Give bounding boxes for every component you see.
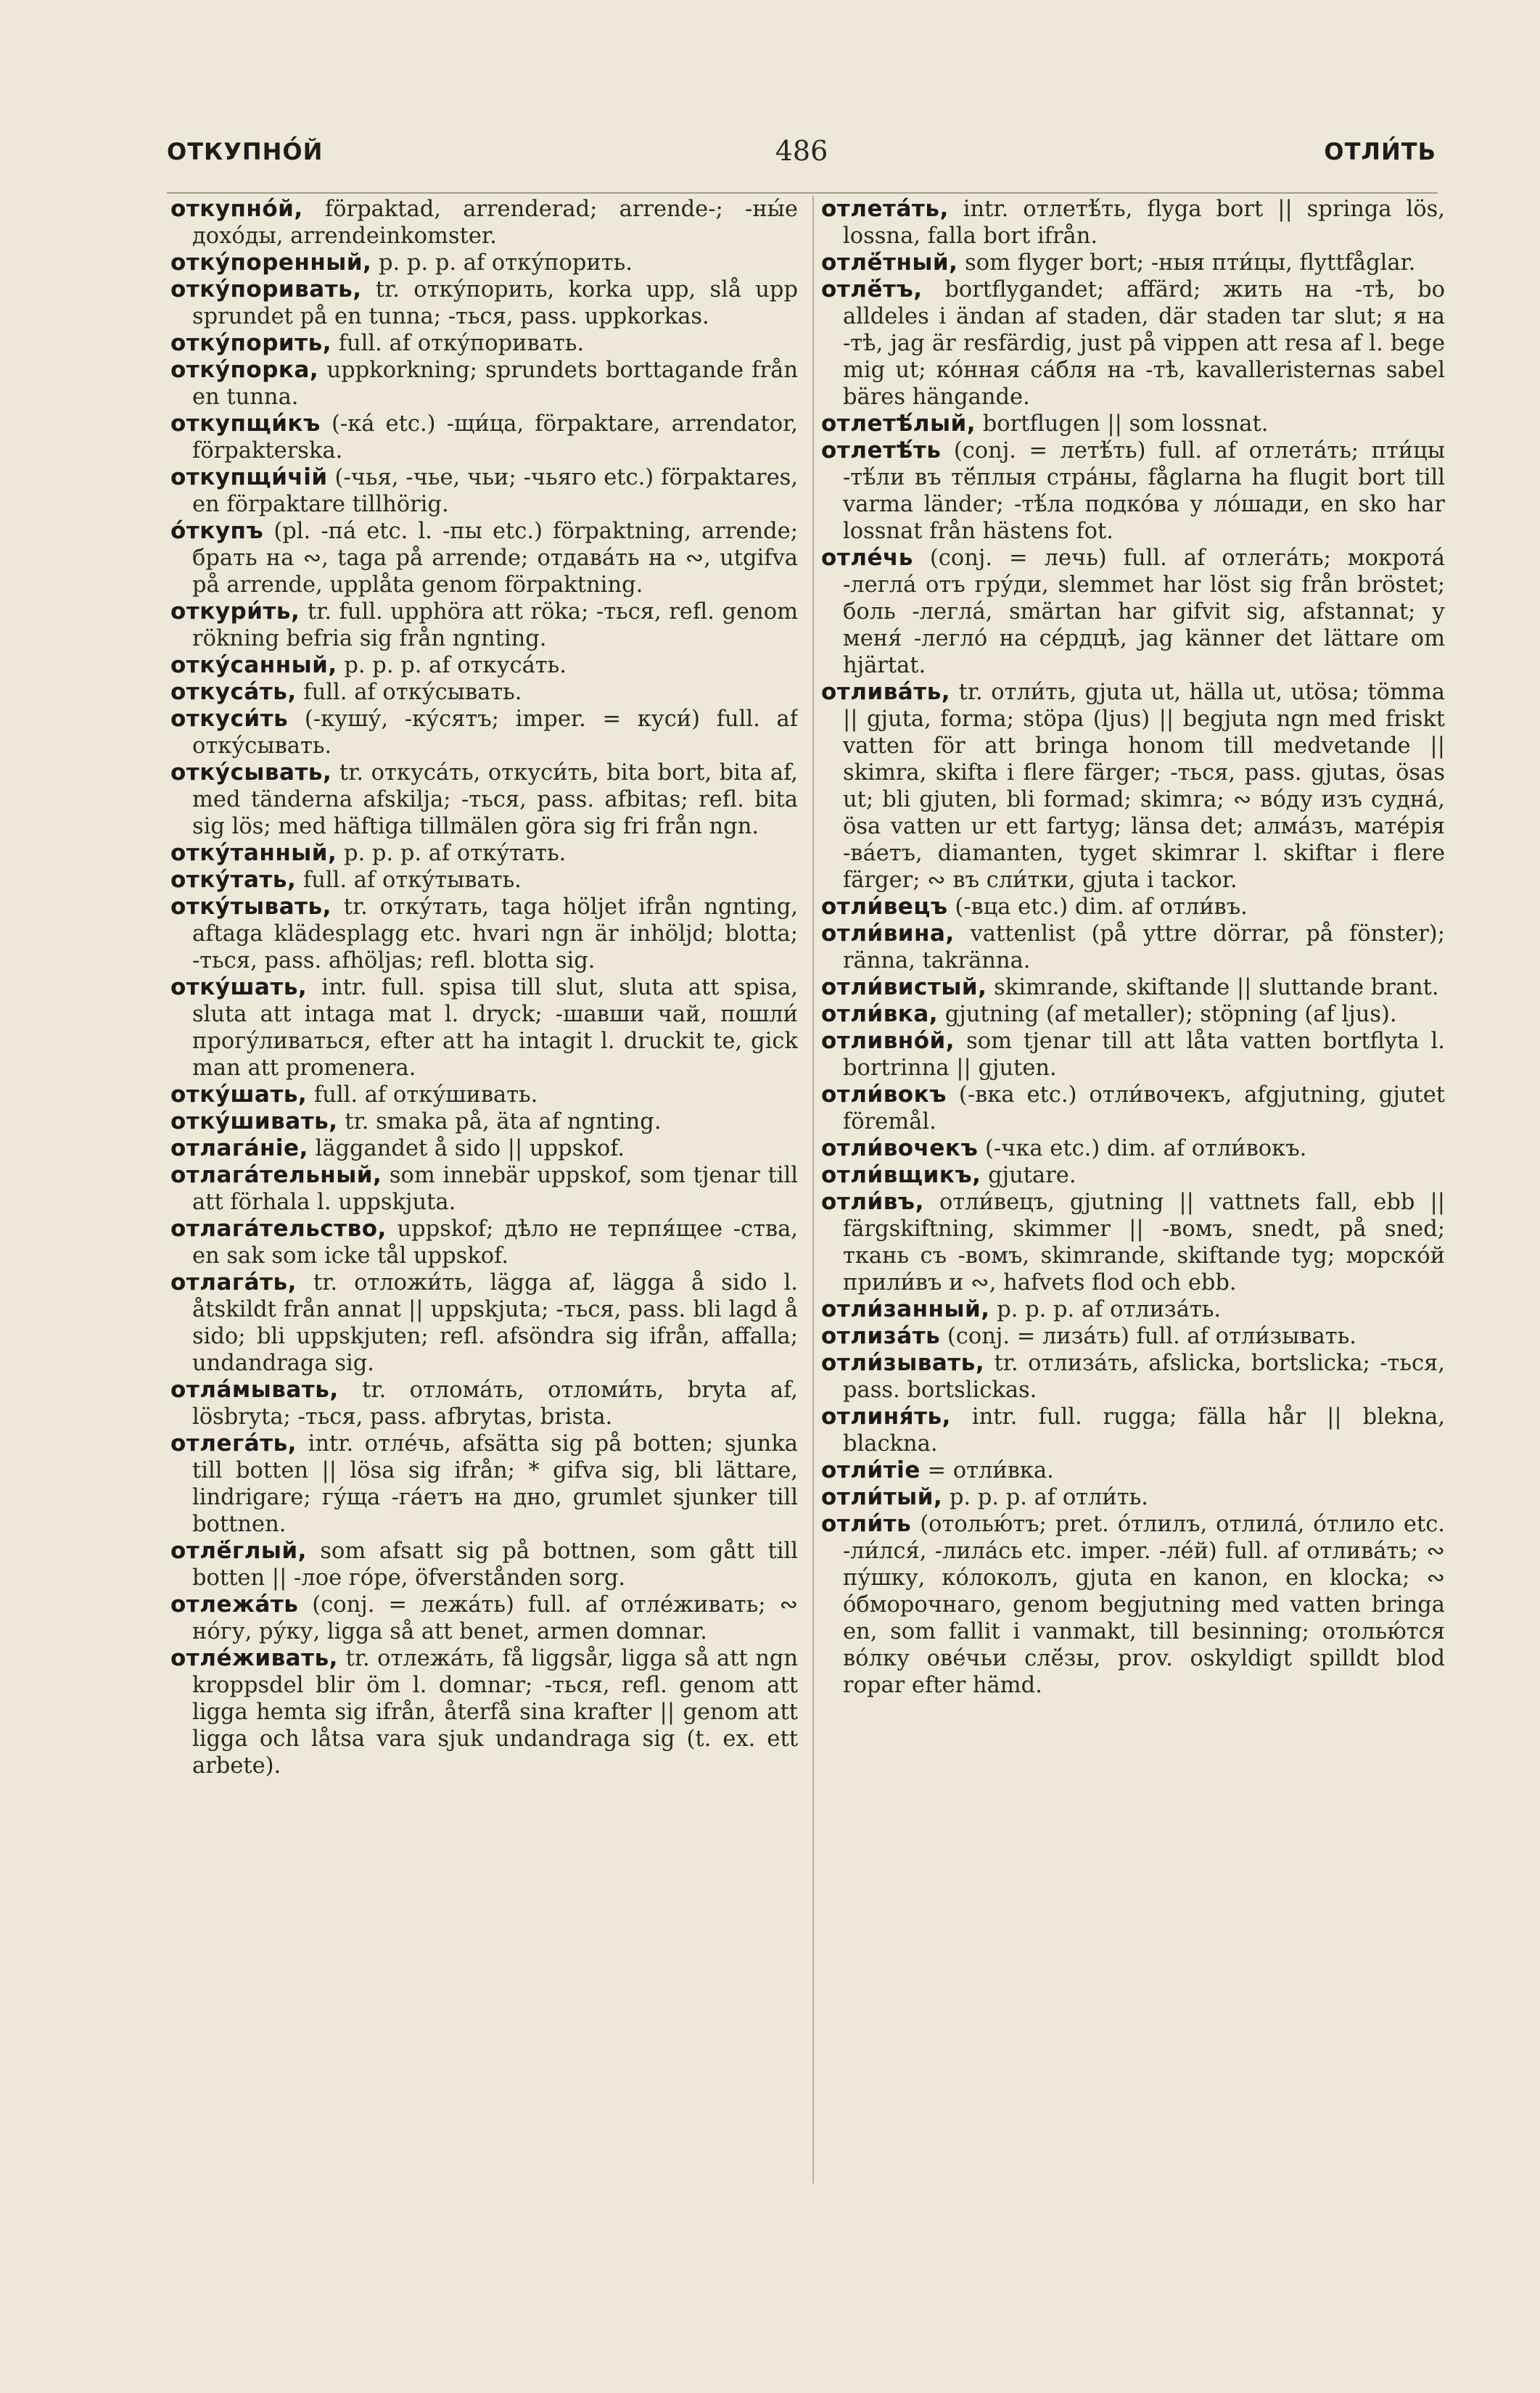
dictionary-entry [821,411,1445,437]
entry-definition: (отолью́тъ; pret. о́тлилъ, отлила́, о́тлило etc. -ли́лся́, -лила́сь etc. imper. -ле́й) full. af отлива́ть; ∾ пу́шку, ко́локолъ, gjuta en kanon, en klocka; ∾ о́бморочнаго, genom begjutning med vatten bringa en, som fallit i vanmakt, till besinning; отолью́тся во́лку ове́чьи слё́зы, prov. oskyldigt spilldt blod ropar efter hämd. [843,1512,1445,1698]
dictionary-entry [170,974,798,1082]
entry-headword: отлега́ть, [170,1430,297,1457]
entry-definition: tr. smaka på, äta af ngnting. [345,1109,662,1134]
dictionary-entry [821,974,1445,1001]
entry-headword: отку́порить, [170,330,332,356]
column-divider [812,196,814,2183]
dictionary-entry [170,759,798,840]
entry-headword: отлё́тный, [821,250,958,276]
dictionary-entry [170,330,798,357]
dictionary-entry [821,1162,1445,1189]
dictionary-entry [170,518,798,598]
entry-definition: tr. отку́тать, taga höljet ifrån ngnting, aftaga klädesplagg etc. hvari ngn är inhöljd; blotta; -ться, pass. afhöljas; refl. blotta sig. [192,894,798,973]
dictionary-entry [170,464,798,518]
dictionary-entry [170,652,798,679]
dictionary-entry [821,1457,1445,1484]
entry-headword: отку́шать, [170,1082,308,1108]
entry-definition: (-чка etc.) dim. af отли́вокъ. [984,1136,1307,1161]
header-last-word: ОТЛИ́ТЬ [1324,138,1436,165]
entry-headword: отливно́й, [821,1028,955,1054]
entry-definition: (-вка etc.) отли́вочекъ, afgjutning, gjutet föremål. [843,1082,1445,1134]
left-column [170,196,798,2191]
entry-headword: отку́поренный, [170,250,372,276]
entry-definition: gjutning (af metaller); stöpning (af ljus). [944,1002,1397,1027]
entry-definition: bortflygandet; affärd; жить на -тѣ, bo alldeles i ändan af staden, där staden tar slut; я на -тѣ, jag är resfärdig, just på vippen att resa af l. bege mig ut; ко́нная са́бля на -тѣ, kavalleristernas sabel bäres hängande. [843,277,1445,410]
running-head [167,135,1436,170]
dictionary-entry [821,437,1445,545]
entry-definition: full. af отку́поривать. [338,331,585,356]
entry-headword: откупщи́чій [170,464,328,490]
entry-definition: läggandet å sido || uppskof. [315,1136,625,1161]
entry-headword: отлага́ніе, [170,1135,308,1161]
entry-headword: отлага́ть, [170,1269,297,1296]
dictionary-entry [821,920,1445,974]
dictionary-entry [821,679,1445,894]
entry-headword: отли́ть [821,1511,912,1537]
entry-definition: tr. отлома́ть, отломи́ть, bryta af, lösbryta; -ться, pass. afbrytas, brista. [192,1377,798,1430]
dictionary-entry [170,196,798,250]
dictionary-entry [170,1082,798,1108]
entry-definition: (-вца etc.) dim. af отли́въ. [955,894,1248,920]
dictionary-entry [170,1645,798,1779]
entry-definition: (-кушу́, -ку́сятъ; imper. = куси́) full. af отку́сывать. [192,707,798,759]
entry-headword: отлета́ть, [821,196,949,222]
dictionary-entry [170,840,798,867]
entry-definition: tr. отлежа́ть, få liggsår, ligga så att ngn kroppsdel blir öm l. domnar; -ться, refl. genom att ligga hemta sig ifrån, återfå sina krafter || genom att ligga och låtsa vara sjuk undandraga sig (t. ex. ett arbete). [192,1646,798,1779]
dictionary-entry [821,1484,1445,1511]
dictionary-entry [821,250,1445,276]
entry-definition: som tjenar till att låta vatten bortflyta l. bortrinna || gjuten. [843,1029,1445,1081]
entry-headword: отли́вецъ [821,894,948,920]
dictionary-entry [170,1269,798,1377]
entry-headword: отли́вщикъ, [821,1162,981,1188]
dictionary-entry [170,1108,798,1135]
dictionary-entry [170,1162,798,1216]
entry-headword: отку́шать, [170,974,308,1000]
entry-definition: p. p. p. af отли́ть. [949,1485,1148,1510]
entry-definition: full. af отку́тывать. [302,868,522,893]
entry-definition: (conj. = лечь) full. af отлега́ть; мокрота́ -легла́ отъ гру́ди, slemmet har löst sig från bröstet; боль -легла́, smärtan har gifvit sig, afstannat; у меня́ -легло́ на се́рдцѣ, jag känner det lättare om hjärtat. [843,545,1445,678]
dictionary-entry [170,1538,798,1591]
entry-headword: отли́вокъ [821,1082,947,1108]
entry-headword: отку́поривать, [170,276,362,302]
entry-definition: full. af отку́сывать. [303,680,522,705]
entry-definition: som innebär uppskof, som tjenar till att förhala l. uppskjuta. [192,1163,798,1215]
dictionary-entry [821,1511,1445,1699]
entry-definition: tr. откуса́ть, откуси́ть, bita bort, bita af, med tänderna afskilja; -ться, pass. afbitas; refl. bita sig lös; med häftiga tillmälen göra sig fri från ngn. [192,760,798,839]
entry-definition: skimrande, skiftande || sluttande brant. [994,975,1439,1000]
dictionary-entry [821,1323,1445,1350]
entry-headword: отлежа́ть [170,1591,299,1618]
entry-headword: отлиня́ть, [821,1404,951,1430]
entry-headword: о́ткупъ [170,518,264,544]
entry-headword: отли́тый, [821,1484,943,1510]
dictionary-entry [170,411,798,464]
entry-headword: отли́вочекъ [821,1135,979,1161]
entry-definition: отли́вецъ, gjutning || vattnets fall, ebb || färgskiftning, skimmer || -вомъ, snedt, på sned; ткань съ -вомъ, skimrande, skiftande tyg; морско́й прили́въ и ∾, hafvets flod och ebb. [843,1190,1445,1296]
entry-headword: откуси́ть [170,706,289,732]
entry-headword: отку́тать, [170,867,297,893]
entry-headword: откури́ть, [170,598,300,625]
entry-headword: отлага́тельство, [170,1216,387,1242]
dictionary-entry [821,276,1445,411]
dictionary-entry [170,706,798,759]
entry-headword: откуса́ть, [170,679,297,705]
right-column [821,196,1445,2191]
entry-headword: откупно́й, [170,196,303,222]
entry-headword: отку́шивать, [170,1108,338,1134]
dictionary-entry [170,357,798,411]
entry-headword: отлё́тъ, [821,276,923,302]
dictionary-entry [821,1350,1445,1404]
entry-headword: отле́живать, [170,1645,338,1671]
entry-headword: откупщи́къ [170,411,321,437]
entry-definition: intr. отле́чь, afsätta sig på botten; sjunka till botten || lösa sig ifrån; * gifva sig, bli lättare, lindrigare; гу́ща -га́етъ на дно, grumlet sjunker till bottnen. [192,1431,798,1537]
dictionary-entry [170,894,798,974]
entry-headword: отла́мывать, [170,1377,339,1403]
dictionary-entry [821,1296,1445,1323]
entry-definition: p. p. p. af отку́порить. [379,250,633,276]
dictionary-entry [821,1082,1445,1135]
entry-headword: отли́занный, [821,1296,990,1322]
entry-definition: intr. отлетѣ́ть, flyga bort || springa lös, lossna, falla bort ifrån. [843,197,1445,249]
entry-definition: tr. отли́ть, gjuta ut, hälla ut, utösa; tömma || gjuta, forma; stöpa (ljus) || begjuta ngn med friskt vatten för att bringa honom till medvetande || skimra, skifta i flere färger; -ться, pass. gjutas, ösas ut; bli gjuten, bli formad; skimra; ∾ во́ду изъ судна́, ösa vatten ur ett fartyg; länsa det; алма́зъ, мате́рія -ва́етъ, diamanten, tyget skimrar l. skiftar i flere färger; ∾ въ сли́тки, gjuta i tackor. [843,680,1445,893]
entry-definition: bortflugen || som lossnat. [982,411,1269,437]
header-rule [167,192,1438,194]
entry-headword: отку́сывать, [170,759,332,786]
entry-headword: отлетѣ́лый, [821,411,976,437]
dictionary-entry [170,250,798,276]
entry-definition: (-ка́ etc.) -щи́ца, förpaktare, arrendator, förpakterska. [192,411,798,464]
entry-definition: p. p. p. af отку́тать. [343,841,567,866]
entry-definition: (conj. = лежа́ть) full. af отле́живать; ∾ но́гу, ру́ку, ligga så att benet, armen domnar. [192,1592,798,1644]
dictionary-entry [821,1135,1445,1162]
dictionary-entry [821,1001,1445,1028]
entry-headword: отлага́тельный, [170,1162,382,1188]
entry-headword: отлива́ть, [821,679,951,705]
dictionary-entry [170,1216,798,1269]
entry-definition: tr. отлиза́ть, afslicka, bortslicka; -ться, pass. bortslickas. [843,1351,1445,1403]
entry-definition: uppskof; дѣло не терпя́щее -ства, en sak som icke tål uppskof. [192,1216,798,1269]
entry-definition: intr. full. spisa till slut, sluta att spisa, sluta att intaga mat l. dryck; -шавши чай, пошли́ прогу́ливаться, efter att ha intagit l. druckit te, gick man att promenera. [192,975,798,1081]
dictionary-entry [170,1591,798,1645]
entry-headword: отли́вка, [821,1001,939,1027]
entry-headword: отку́порка, [170,357,319,383]
entry-definition: som flyger bort; -ныя пти́цы, flyttfåglar. [965,250,1416,276]
dictionary-entry [821,1404,1445,1457]
entry-headword: отлиза́ть [821,1323,941,1349]
entry-headword: отлетѣ́ть [821,437,942,464]
dictionary-entry [170,1377,798,1430]
entry-definition: förpaktad, arrenderad; arrende-; -ны́е дохо́ды, arrendeinkomster. [192,197,798,249]
dictionary-entry [170,867,798,894]
entry-headword: отку́танный, [170,840,337,866]
dictionary-entry [821,1028,1445,1082]
entry-definition: (conj. = лиза́ть) full. af отли́зывать. [947,1324,1356,1349]
entry-definition: tr. отложи́ть, lägga af, lägga å sido l. åtskildt från annat || uppskjuta; -ться, pass. bli lagd å sido; bli uppskjuten; refl. afsöndra sig ifrån, affalla; undandraga sig. [192,1270,798,1376]
entry-definition: uppkorkning; sprundets borttagande från en tunna. [192,358,798,410]
page-number: 486 [775,135,828,167]
entry-headword: отлё́глый, [170,1538,307,1564]
entry-definition: tr. full. upphöra att röka; -ться, refl. genom rökning befria sig från ngnting. [192,599,798,651]
entry-headword: отли́тіе [821,1457,921,1483]
header-first-word: ОТКУПНО́Й [167,138,324,165]
entry-definition: gjutare. [988,1163,1076,1188]
entry-definition: p. p. p. af откуса́ть. [344,653,567,678]
entry-definition: (-чья, -чье, чьи; -чьяго etc.) förpaktares, en förpaktare tillhörig. [192,465,798,517]
dictionary-entry [170,598,798,652]
dictionary-entry [170,1135,798,1162]
entry-definition: vattenlist (på yttre dörrar, på fönster); ränna, takränna. [843,921,1445,973]
entry-headword: отли́вистый, [821,974,987,1000]
dictionary-entry [170,679,798,706]
entry-definition: intr. full. rugga; fälla hår || blekna, blackna. [843,1404,1445,1457]
entry-definition: (conj. = летѣ́ть) full. af отлета́ть; пти́цы -тѣ́ли въ тё́плыя стра́ны, fåglarna ha flugit bort till varma länder; -тѣ́ла подко́ва у ло́шади, en sko har lossnat från hästens fot. [843,438,1445,544]
entry-headword: отку́санный, [170,652,337,678]
entry-headword: отли́въ, [821,1189,924,1215]
entry-headword: отли́вина, [821,920,955,947]
dictionary-entry [170,276,798,330]
entry-definition: = отли́вка. [927,1458,1054,1483]
entry-definition: (pl. -па́ etc. l. -пы etc.) förpaktning, arrende; брать на ∾, taga på arrende; отдава́ть на ∾, utgifva på arrende, upplåta genom förpaktning. [192,519,798,598]
entry-headword: отле́чь [821,545,913,571]
dictionary-entry [821,196,1445,250]
dictionary-entry [170,1430,798,1538]
dictionary-entry [821,1189,1445,1296]
entry-headword: отли́зывать, [821,1350,985,1376]
entry-definition: p. p. p. af отлиза́ть. [997,1297,1222,1322]
entry-definition: som afsatt sig på bottnen, som gått till botten || -лое го́ре, öfverstånden sorg. [192,1539,798,1591]
dictionary-entry [821,894,1445,920]
entry-headword: отку́тывать, [170,894,332,920]
entry-definition: tr. отку́порить, korka upp, slå upp sprundet på en tunna; -ться, pass. uppkorkas. [192,277,798,329]
entry-definition: full. af отку́шивать. [313,1082,538,1108]
dictionary-entry [821,545,1445,679]
